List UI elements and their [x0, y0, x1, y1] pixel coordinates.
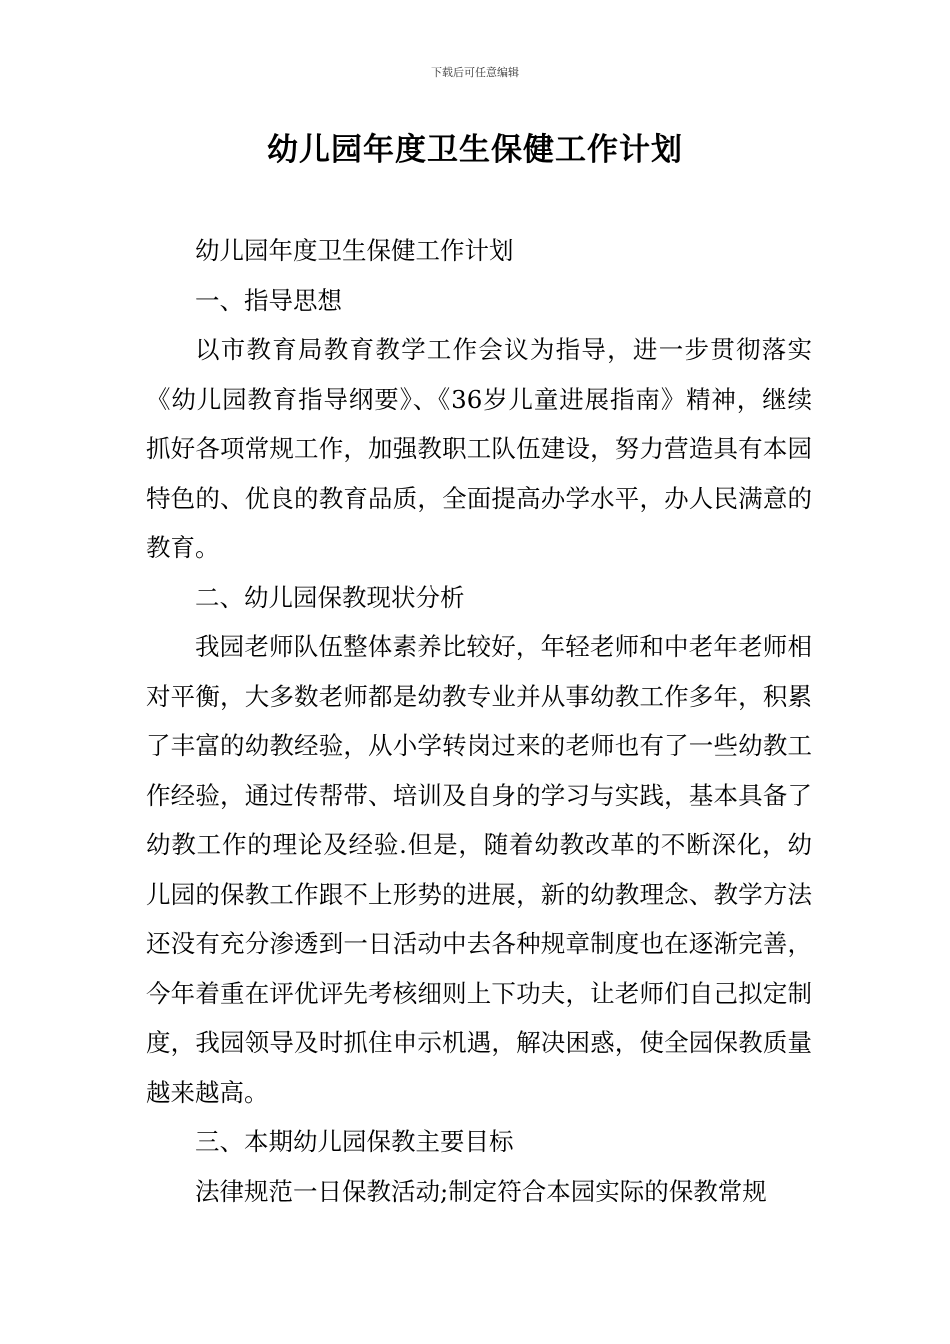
paragraph-status-analysis: 我园老师队伍整体素养比较好，年轻老师和中老年老师相对平衡，大多数老师都是幼教专业并从事幼教工作多年，积累了丰富的幼教经验，从小学转岗过来的老师也有了一些幼教工作经验，通过传帮带、培训及自身的学习与实践，基本具备了幼教工作的理论及经验.但是，随着幼教改革的不断深化，幼儿园的保教工作跟不上形势的进展，新的幼教理念、教学方法还没有充分渗透到一日活动中去各种规章制度也在逐渐完善，今年着重在评优评先考核细则上下功夫，让老师们自己拟定制度，我园领导及时抓住申示机遇，解决困惑，使全园保教质量越来越高。 — [146, 632, 812, 1107]
section-heading-status-analysis: 二、幼儿园保教现状分析 — [195, 582, 465, 612]
section-heading-main-goals: 三、本期幼儿园保教主要目标 — [195, 1127, 514, 1156]
section-heading-guiding-thought: 一、指导思想 — [195, 285, 342, 315]
body-subtitle: 幼儿园年度卫生保健工作计划 — [195, 236, 514, 265]
paragraph-guiding-thought: 以市教育局教育教学工作会议为指导，进一步贯彻落实《幼儿园教育指导纲要》、《36岁儿童进展指南》精神，继续抓好各项常规工作，加强教职工队伍建设，努力营造具有本园特色的、优良的教育品质，全面提高办学水平，办人民满意的教育。 — [146, 335, 812, 562]
document-body — [146, 226, 812, 1216]
document-title: 幼儿园年度卫生保健工作计划 — [267, 132, 683, 168]
header-note: 下载后可任意编辑 — [431, 66, 519, 79]
paragraph-main-goals: 法律规范一日保教活动;制定符合本园实际的保教常规 — [195, 1176, 767, 1206]
